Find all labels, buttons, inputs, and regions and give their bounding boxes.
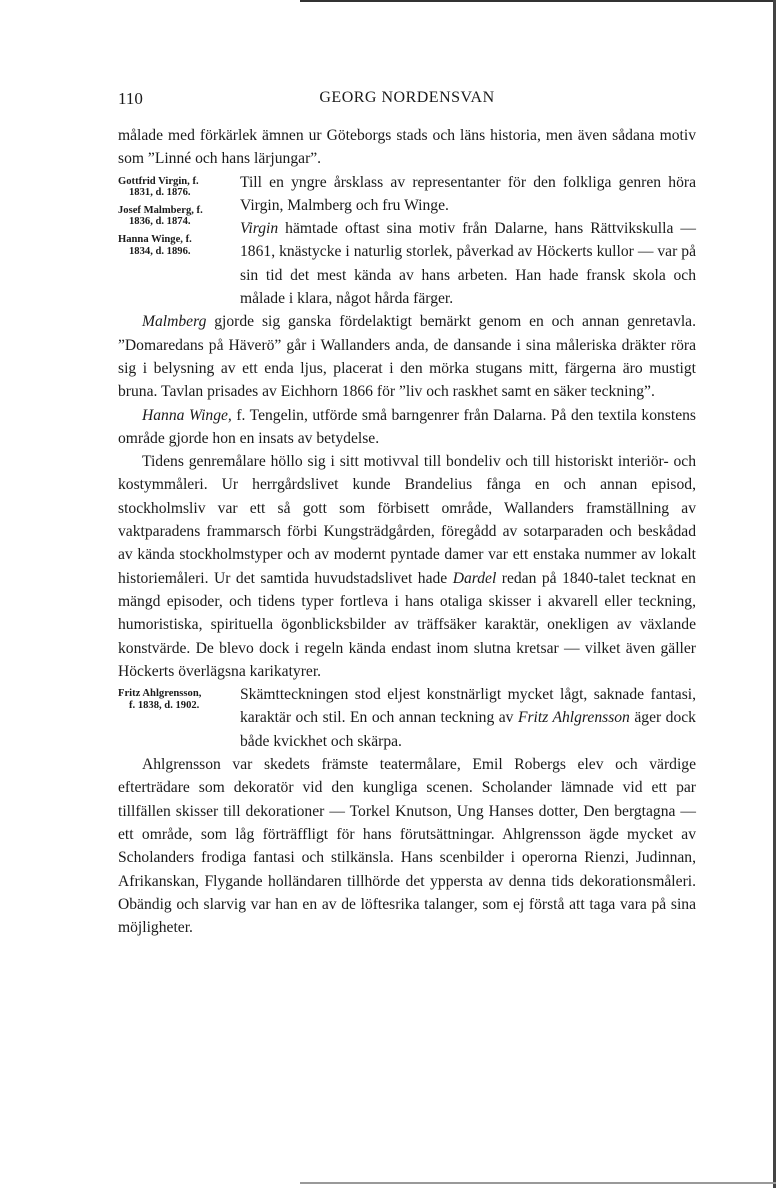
paragraph-2: Till en yngre årsklass av representanter för den folkliga genren höra Virgin, Malmberg och fru Winge. [240,173,696,214]
paragraph-3-start [240,217,696,310]
scan-edge-bottom [300,1182,776,1184]
paragraph-5: Hanna Winge, f. Tengelin, utförde små barngenrer från Dalarna. På den textila konstens område gjorde hon en insats av betydelse. [118,406,696,447]
name-fritz-ahlgrensson: Fritz Ahlgrensson [517,709,630,727]
marginal-notes-group-1 [118,171,240,311]
marginal-note-malmberg: Josef Malmberg, f. 1836, d. 1874. [118,204,203,228]
name-virgin: Virgin [240,220,279,238]
running-title: GEORG NORDENSVAN [319,89,495,106]
section-text [240,171,696,311]
name-malmberg: Malmberg [142,313,207,331]
page-body [118,124,696,939]
paragraph-6: Tidens genremålare höllo sig i sitt motivval till bondeliv och till historiskt interiör- och kostymmåleri. Ur herrgårdslivet kunde Brandelius fånga en och annan episod, stockholmsliv var ett så gott som förbisett område, Wallanders framställning av vaktparadens frammarsch förbi Kungsträdgården, föregådd av sotarparaden och beskådad av kända stockholmstyper och av modernt pyntade damer var ett enstaka nummer av lokalt historiemåleri. Ur det samtida huvudstadslivet hade Dardel redan på 1840-talet tecknat en mängd episoder, och tidens typer fortleva i hans otaliga skisser i akvarell eller teckning, humoristiska, spirituella ögonblicksbilder av träffsäker karaktär, onekligen av växlande konstvärde. De blevo dock i regeln kända endast inom slutna kretsar — vilket även gäller Höckerts överlägsna karikatyrer. [118,453,696,680]
paragraph-8: Ahlgrensson var skedets främste teatermålare, Emil Robergs elev och värdige efterträdare som dekoratör vid den kungliga scenen. Scholander lämnade vid ett par tillfällen skisser till dekorationer — Torkel Knutson, Ung Hanses dotter, Den bergtagna — ett område, som låg förträffligt för hans förutsättningar. Ahlgrensson ägde mycket av Scholanders frodiga fantasi och stilkänsla. Hans scenbilder i operorna Rienzi, Judinnan, Afrikanskan, Flygande holländaren tillhörde det yppersta av denna tids dekorationsmåleri. Obändig och slarvig var han en av de löftesrika talanger, som ej förstå att taga vara på sina möjligheter. [118,756,696,937]
name-dardel: Dardel [452,569,497,587]
section-text-2 [240,683,696,753]
paragraph-7: Skämtteckningen stod eljest konstnärligt mycket lågt, saknade fantasi, karaktär och stil. En och annan teckning av Fritz Ahlgrensson äger dock både kvickhet och skärpa. [240,686,696,750]
name-hanna-winge: Hanna Winge, [142,406,232,424]
section-ahlgrensson [118,683,696,753]
section-virgin-malmberg-winge [118,171,696,311]
page-header [118,89,696,111]
marginal-note-virgin: Gottfrid Virgin, f. 1831, d. 1876. [118,175,199,199]
marginal-note-winge: Hanna Winge, f. 1834, d. 1896. [118,233,192,257]
marginal-note-ahlgrensson: Fritz Ahlgrensson, f. 1838, d. 1902. [118,688,202,711]
page-number: 110 [118,89,143,108]
paragraph-4: Malmberg gjorde sig ganska fördelaktigt bemärkt genom en och annan genretavla. ”Domaredans på Häverö” går i Wallanders anda, de dansande i sina måleriska dräkter röra sig i belysning av ett enda ljus, placerat i den mörka stugans mitt, färgerna äro mustigt bruna. Tavlan prisades av Eichhorn 1866 för ”liv och raskhet samt en säker teckning”. [118,313,696,401]
paragraph-3-text: hämtade oftast sina motiv från Dalarne, hans Rättvikskulla — 1861, knästycke i naturlig storlek, påverkad av Höckerts kullor — var på sin tid det mest kända av hans arbeten. Han hade fransk skola och målade i klara, något hårda färger. [240,220,696,308]
marginal-notes-group-2 [118,683,240,753]
paragraph-1: målade med förkärlek ämnen ur Göteborgs stads och läns historia, men även sådana motiv som ”Linné och hans lärjungar”. [118,127,696,168]
scan-edge-top [300,0,776,2]
